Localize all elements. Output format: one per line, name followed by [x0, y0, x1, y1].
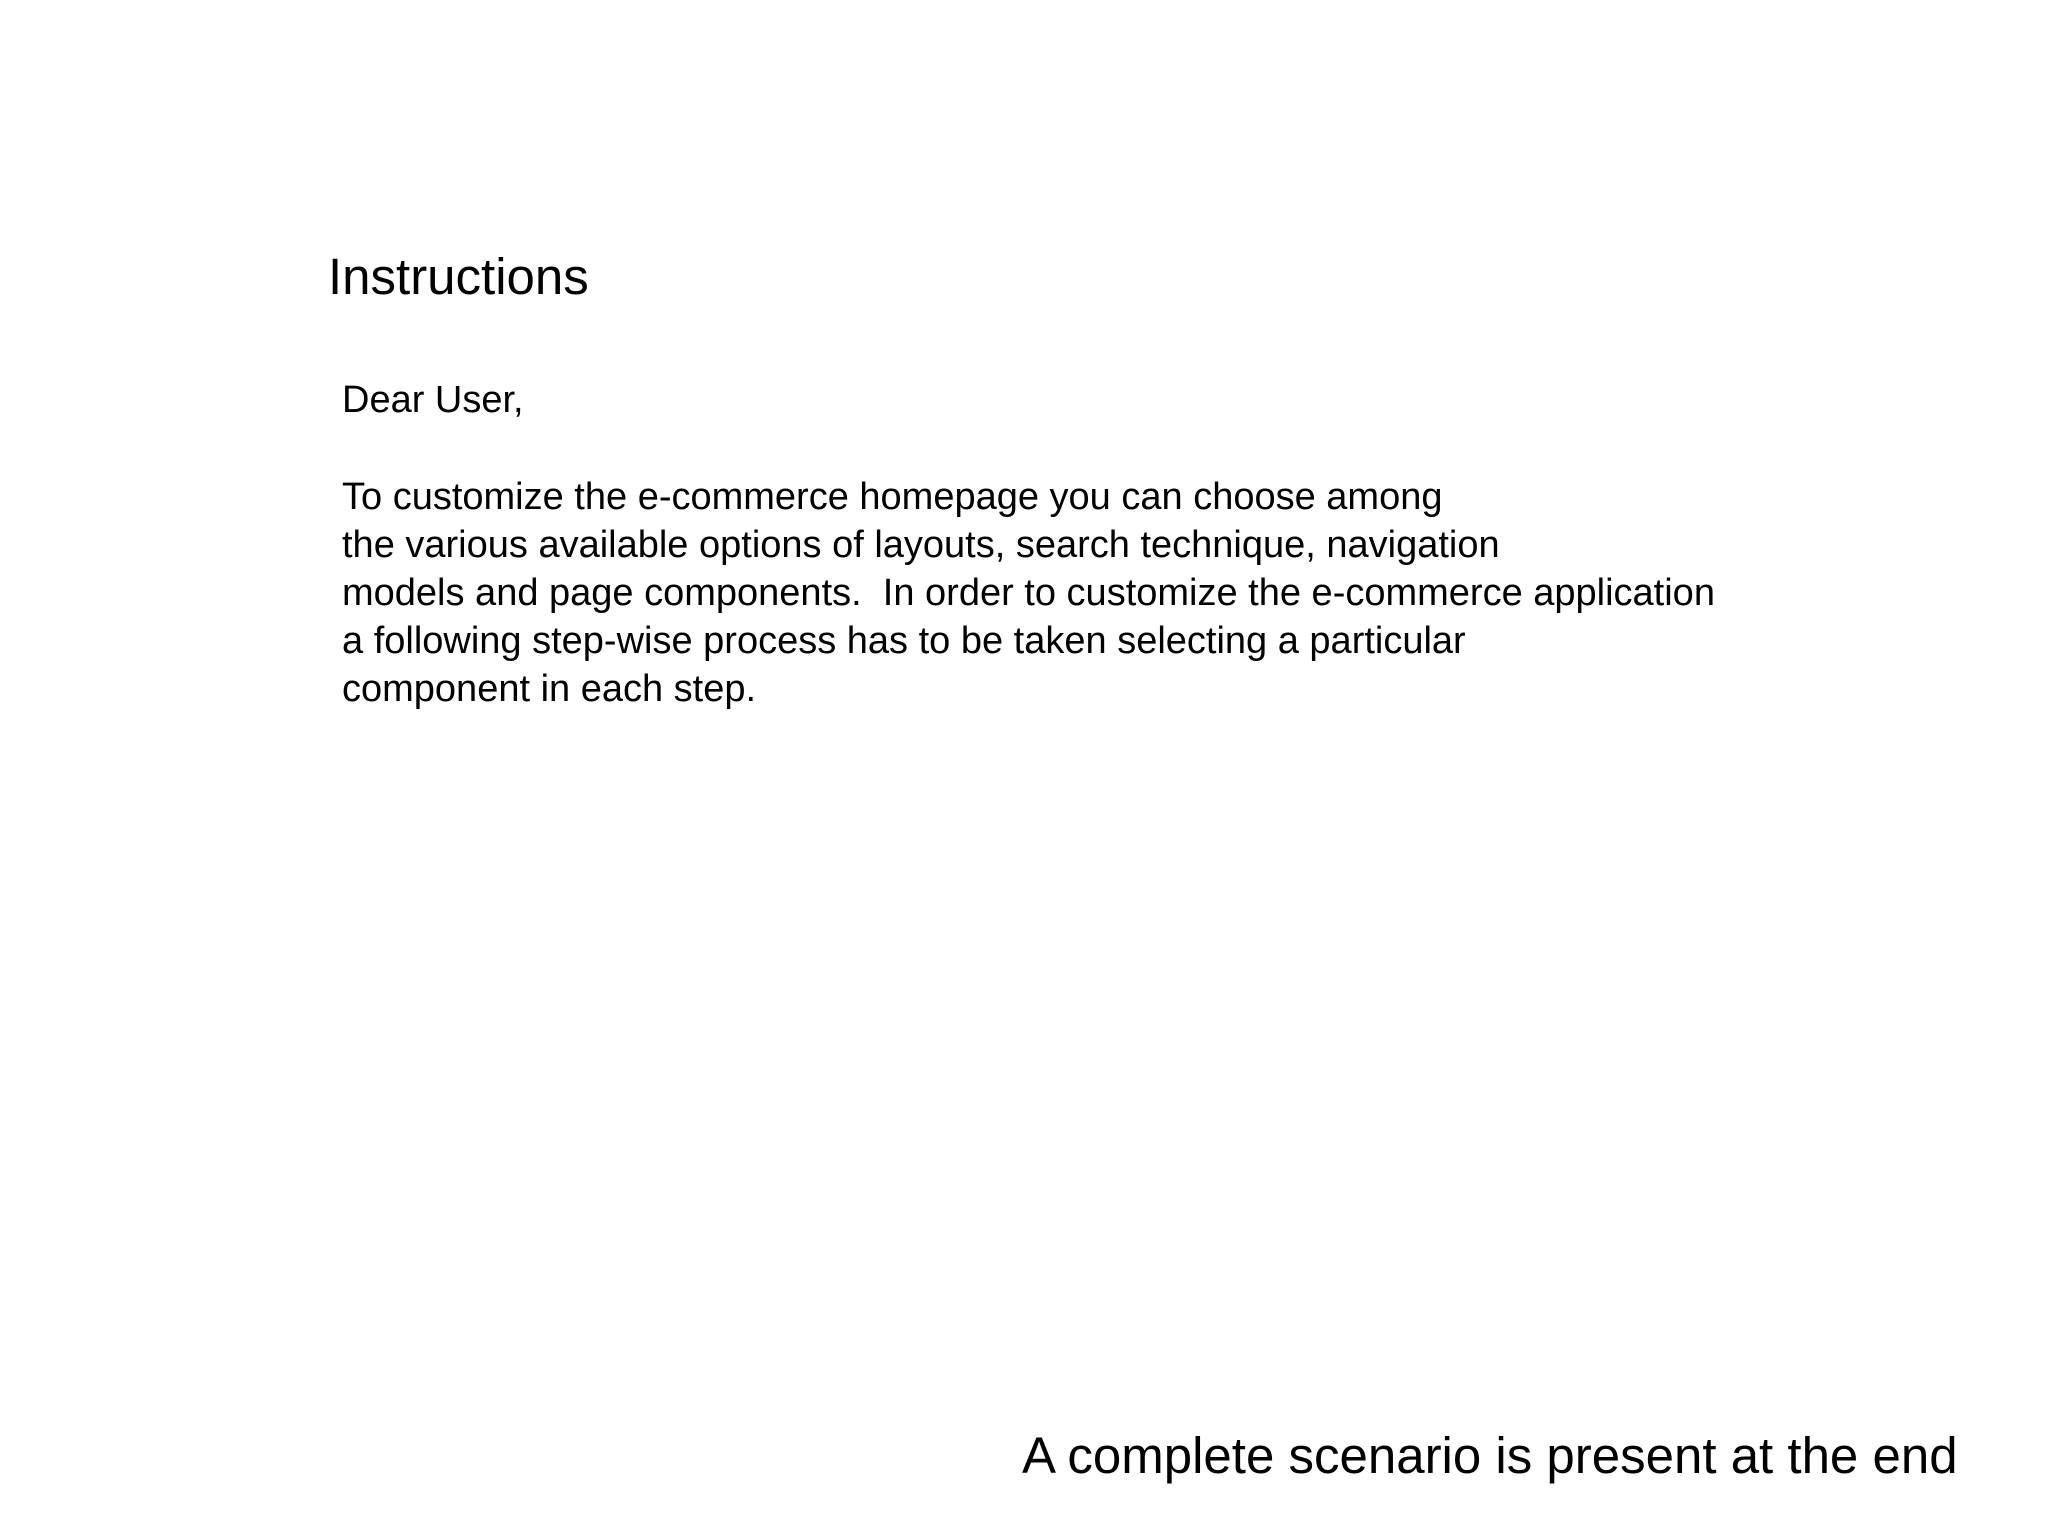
instruction-line: models and page components. In order to customize the e-commerce application — [342, 572, 1715, 614]
footer-note: A complete scenario is present at the end — [1022, 1427, 1958, 1484]
instruction-body — [342, 473, 1715, 713]
instruction-line: component in each step. — [342, 668, 757, 710]
instruction-line: a following step-wise process has to be taken selecting a particular — [342, 620, 1466, 662]
instruction-line: the various available options of layouts, search technique, navigation — [342, 524, 1500, 566]
instruction-line: To customize the e-commerce homepage you can choose among — [342, 476, 1443, 518]
page-title: Instructions — [328, 248, 589, 305]
greeting: Dear User, — [342, 379, 524, 421]
